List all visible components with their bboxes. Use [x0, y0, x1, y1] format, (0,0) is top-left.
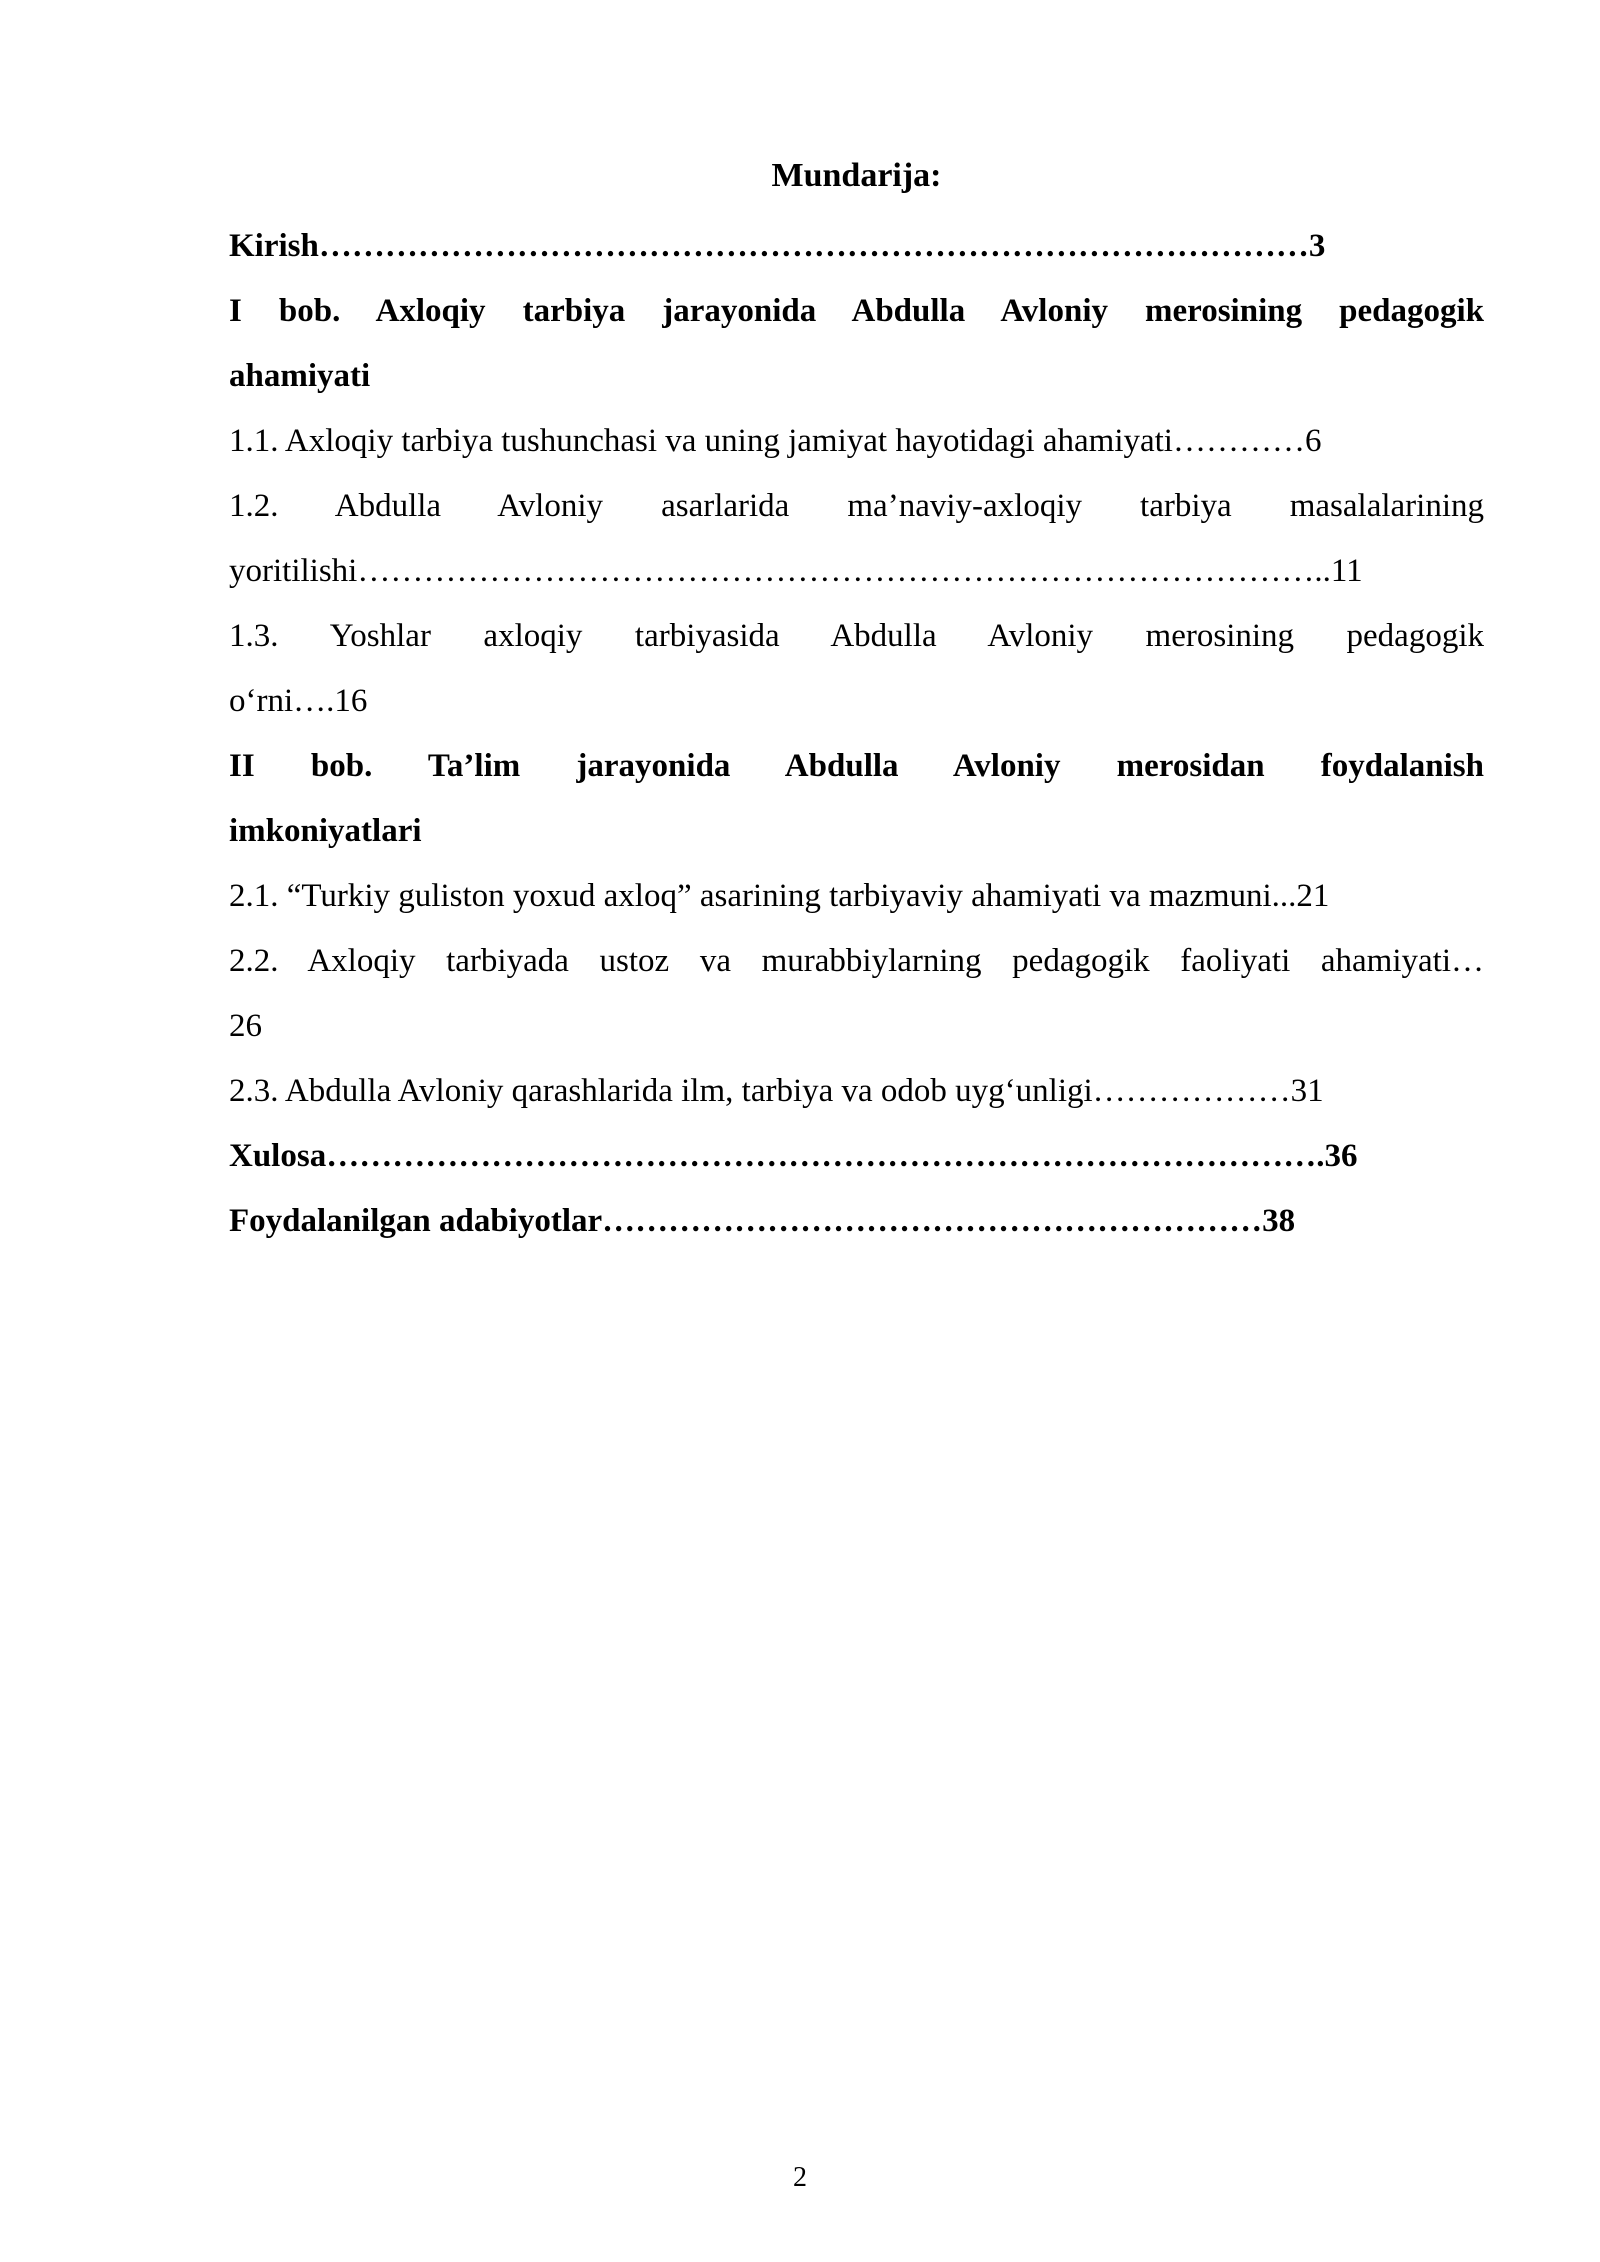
toc-entry-line: 1.2. Abdulla Avloniy asarlarida ma’naviy-axloqiy tarbiya masalalarining [229, 488, 1484, 524]
toc-entry-chapter-2 [229, 734, 1484, 864]
toc-entry-line: Xulosa……………………………………………………………………………….36 [229, 1138, 1358, 1174]
toc-entry-line: 2.1. “Turkiy guliston yoxud axloq” asarining tarbiyaviy ahamiyati va mazmuni...21 [229, 878, 1330, 914]
toc-entry-chapter-1 [229, 279, 1484, 409]
toc-entry-line: I bob. Axloqiy tarbiya jarayonida Abdulla Avloniy merosining pedagogik [229, 293, 1484, 329]
toc-entry-1-1 [229, 409, 1484, 474]
toc-entry-2-1 [229, 864, 1484, 929]
toc-entry-line: yoritilishi……………………………………………………………………………..11 [229, 553, 1363, 589]
toc-entry-line: Foydalanilgan adabiyotlar……………………………………………………38 [229, 1203, 1296, 1239]
toc-entry-xulosa [229, 1124, 1484, 1189]
toc-entry-1-2 [229, 474, 1484, 604]
toc-entry-line: 2.3. Abdulla Avloniy qarashlarida ilm, tarbiya va odob uyg‘unligi………………31 [229, 1073, 1324, 1109]
toc-entry-line: imkoniyatlari [229, 813, 422, 849]
toc-entry-line: Kirish………………………………………………………………………………3 [229, 228, 1326, 264]
toc-entry-2-3 [229, 1059, 1484, 1124]
toc-entry-2-2 [229, 929, 1484, 1059]
toc-entry-line: ahamiyati [229, 358, 371, 394]
toc-entry-line: o‘rni….16 [229, 683, 368, 719]
toc-entry-references [229, 1189, 1484, 1254]
toc-entry-line: 1.1. Axloqiy tarbiya tushunchasi va uning jamiyat hayotidagi ahamiyati…………6 [229, 423, 1322, 459]
toc-entry-1-3 [229, 604, 1484, 734]
toc-entry-line: 2.2. Axloqiy tarbiyada ustoz va murabbiylarning pedagogik faoliyati ahamiyati… [229, 943, 1484, 979]
toc-title: Mundarija: [771, 157, 942, 194]
table-of-contents [229, 148, 1484, 1254]
page-number: 2 [793, 2162, 807, 2193]
toc-entry-line: II bob. Ta’lim jarayonida Abdulla Avloniy merosidan foydalanish [229, 748, 1484, 784]
toc-entry-kirish [229, 214, 1484, 279]
toc-entry-line: 1.3. Yoshlar axloqiy tarbiyasida Abdulla Avloniy merosining pedagogik [229, 618, 1484, 654]
toc-entry-line: 26 [229, 1008, 262, 1044]
